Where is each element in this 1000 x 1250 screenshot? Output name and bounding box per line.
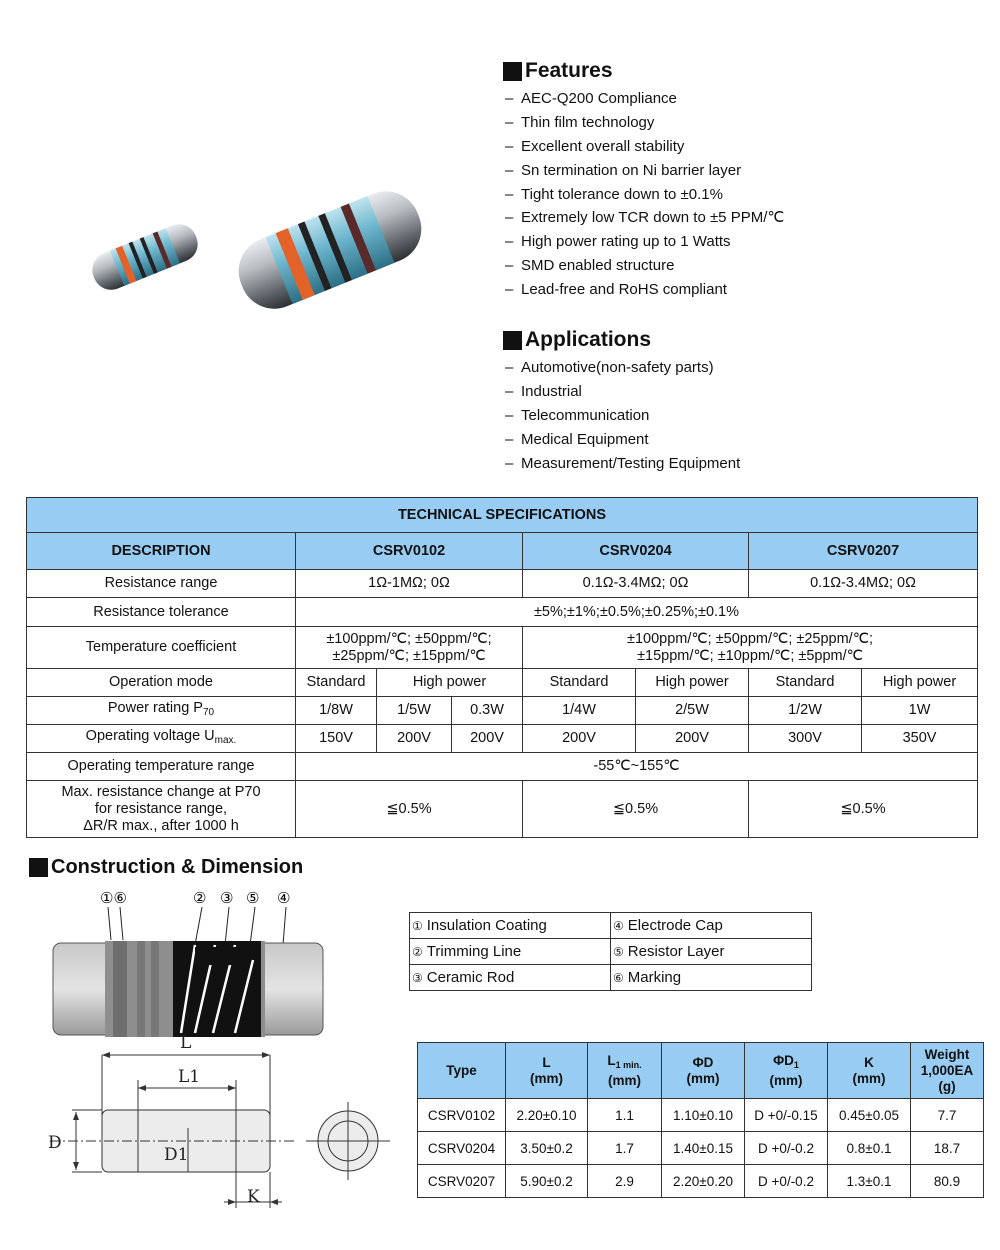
legend-item: ① Insulation Coating — [410, 913, 611, 939]
legend-item: ⑥ Marking — [611, 965, 812, 991]
list-item: – Tight tolerance down to ±0.1% — [505, 185, 723, 203]
table-cell: 2.20±0.20 — [662, 1165, 745, 1198]
table-cell: 1.10±0.10 — [662, 1099, 745, 1132]
table-cell: CSRV0102 — [418, 1099, 506, 1132]
table-cell: CSRV0204 — [418, 1132, 506, 1165]
table-cell: -55℃~155℃ — [296, 753, 978, 781]
table-cell: 0.1Ω-3.4MΩ; 0Ω — [523, 570, 749, 598]
table-cell: 1/8W — [296, 697, 377, 725]
construction-heading: Construction & Dimension — [29, 856, 303, 879]
table-cell: 3.50±0.2 — [506, 1132, 588, 1165]
list-item: – Industrial — [505, 382, 582, 400]
table-cell: 1/2W — [749, 697, 862, 725]
callout-label: ⑤ — [246, 889, 260, 907]
dimensions-table — [417, 1042, 984, 1198]
table-cell: ±100ppm/℃; ±50ppm/℃; ±25ppm/℃; ±15ppm/℃; ±10ppm/℃; ±5ppm/℃ — [523, 627, 978, 669]
construction-cutaway-diagram — [45, 885, 325, 1040]
row-label: Operating temperature range — [27, 753, 296, 781]
list-item: – Extremely low TCR down to ±5 PPM/℃ — [505, 209, 785, 227]
table-cell: 200V — [452, 725, 523, 753]
legend-item: ④ Electrode Cap — [611, 913, 812, 939]
table-cell: 18.7 — [911, 1132, 984, 1165]
table-cell: D +0/-0.15 — [745, 1099, 828, 1132]
table-cell: D +0/-0.2 — [745, 1132, 828, 1165]
table-cell: High power — [636, 669, 749, 697]
construction-legend-table — [409, 912, 812, 991]
table-cell: 1/4W — [523, 697, 636, 725]
square-bullet-icon — [503, 62, 522, 81]
table-cell: High power — [862, 669, 978, 697]
table-cell: 1.40±0.15 — [662, 1132, 745, 1165]
table-cell: D +0/-0.2 — [745, 1165, 828, 1198]
table-cell: 0.1Ω-3.4MΩ; 0Ω — [749, 570, 978, 598]
callout-label: ①⑥ — [100, 889, 127, 907]
legend-item: ⑤ Resistor Layer — [611, 939, 812, 965]
callout-label: ② — [193, 889, 207, 907]
dim-label-L: L — [180, 1033, 192, 1053]
table-cell: ≦0.5% — [749, 781, 978, 838]
table-cell: 1Ω-1MΩ; 0Ω — [296, 570, 523, 598]
features-list — [505, 87, 784, 302]
column-header: $L_{1 min.}$ (mm) — [588, 1043, 662, 1099]
table-cell: 200V — [636, 725, 749, 753]
model-header: CSRV0204 — [523, 533, 749, 570]
table-cell: CSRV0207 — [418, 1165, 506, 1198]
technical-specifications-table — [26, 497, 978, 838]
table-cell: 1.7 — [588, 1132, 662, 1165]
resistor-product-photo — [85, 185, 425, 335]
table-row — [418, 1099, 984, 1132]
row-label: Power rating $P_{70}$ — [27, 697, 296, 725]
table-cell: ±100ppm/℃; ±50ppm/℃; ±25ppm/℃; ±15ppm/℃ — [296, 627, 523, 669]
dimension-drawing — [40, 1030, 400, 1215]
large-resistor — [228, 185, 425, 319]
row-label: Resistance range — [27, 570, 296, 598]
column-header: L (mm) — [506, 1043, 588, 1099]
list-item: – SMD enabled structure — [505, 257, 675, 275]
table-cell: High power — [377, 669, 523, 697]
table-cell: 1.1 — [588, 1099, 662, 1132]
table-cell: 350V — [862, 725, 978, 753]
model-header: CSRV0102 — [296, 533, 523, 570]
table-cell: 2/5W — [636, 697, 749, 725]
applications-heading: Applications — [503, 328, 651, 352]
table-cell: 2.9 — [588, 1165, 662, 1198]
row-label: Operation mode — [27, 669, 296, 697]
row-label: Max. resistance change at P70 for resistance range, ΔR/R max., after 1000 h — [27, 781, 296, 838]
table-cell: 1W — [862, 697, 978, 725]
row-label: Resistance tolerance — [27, 598, 296, 627]
dim-label-D: D — [48, 1133, 62, 1153]
applications-list — [505, 356, 740, 475]
table-cell: 80.9 — [911, 1165, 984, 1198]
table-cell: 0.45±0.05 — [828, 1099, 911, 1132]
list-item: – Sn termination on Ni barrier layer — [505, 161, 742, 179]
row-label: Operating voltage $U_{max.}$ — [27, 725, 296, 753]
list-item: – Thin film technology — [505, 113, 655, 131]
table-cell: 150V — [296, 725, 377, 753]
table-cell: 1.3±0.1 — [828, 1165, 911, 1198]
table-cell: Standard — [296, 669, 377, 697]
table-cell: 1/5W — [377, 697, 452, 725]
list-item: – Telecommunication — [505, 406, 650, 424]
table-cell: 300V — [749, 725, 862, 753]
legend-item: ③ Ceramic Rod — [410, 965, 611, 991]
table-cell: 200V — [377, 725, 452, 753]
small-resistor — [87, 219, 203, 295]
table-cell: 5.90±0.2 — [506, 1165, 588, 1198]
list-item: – High power rating up to 1 Watts — [505, 233, 731, 251]
column-header: Weight 1,000EA (g) — [911, 1043, 984, 1099]
square-bullet-icon — [503, 331, 522, 350]
callout-label: ③ — [220, 889, 234, 907]
column-header: ΦD (mm) — [662, 1043, 745, 1099]
row-label: Temperature coefficient — [27, 627, 296, 669]
table-cell: 0.3W — [452, 697, 523, 725]
list-item: – Automotive(non-safety parts) — [505, 359, 714, 376]
features-heading: Features — [503, 59, 613, 83]
callout-label: ④ — [277, 889, 291, 907]
table-cell: Standard — [523, 669, 636, 697]
dim-label-L1: L1 — [178, 1067, 201, 1087]
table-row — [418, 1132, 984, 1165]
square-bullet-icon — [29, 858, 48, 877]
legend-item: ② Trimming Line — [410, 939, 611, 965]
spec-title: TECHNICAL SPECIFICATIONS — [27, 498, 978, 533]
table-cell: 2.20±0.10 — [506, 1099, 588, 1132]
table-cell: ≦0.5% — [296, 781, 523, 838]
list-item: – AEC-Q200 Compliance — [505, 90, 677, 107]
column-header: Type — [418, 1043, 506, 1099]
list-item: – Medical Equipment — [505, 430, 649, 448]
list-item: – Measurement/Testing Equipment — [505, 454, 741, 472]
table-row — [418, 1165, 984, 1198]
table-cell: 200V — [523, 725, 636, 753]
table-cell: Standard — [749, 669, 862, 697]
list-item: – Lead-free and RoHS compliant — [505, 281, 727, 299]
table-cell: ≦0.5% — [523, 781, 749, 838]
dim-label-D1: D1 — [164, 1145, 189, 1165]
dim-label-K: K — [247, 1187, 260, 1207]
table-cell: ±5%;±1%;±0.5%;±0.25%;±0.1% — [296, 598, 978, 627]
column-header: K (mm) — [828, 1043, 911, 1099]
model-header: CSRV0207 — [749, 533, 978, 570]
table-cell: 7.7 — [911, 1099, 984, 1132]
list-item: – Excellent overall stability — [505, 137, 685, 155]
table-cell: 0.8±0.1 — [828, 1132, 911, 1165]
desc-header: DESCRIPTION — [27, 533, 296, 570]
column-header: $\Phi D_1$ (mm) — [745, 1043, 828, 1099]
